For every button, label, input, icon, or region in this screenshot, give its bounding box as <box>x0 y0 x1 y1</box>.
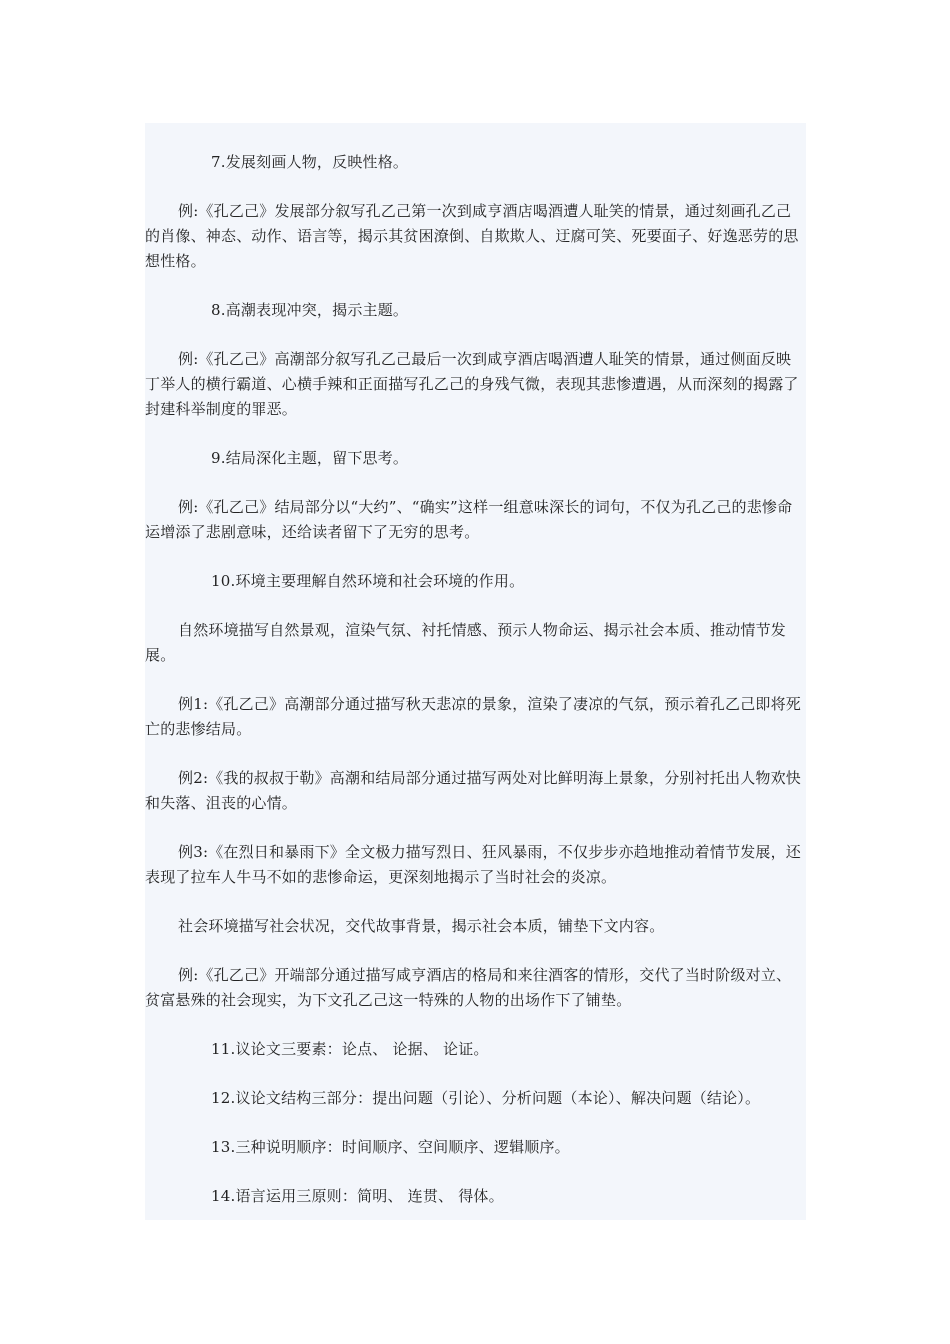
item-text: 议论文三要素：论点、 论据、 论证。 <box>235 1040 489 1058</box>
list-item-9 <box>145 446 806 471</box>
item-number: 9. <box>211 449 226 467</box>
item-number: 7. <box>211 153 226 171</box>
list-item-11 <box>145 1037 806 1062</box>
document-content <box>145 123 806 1220</box>
item-number: 14. <box>211 1187 236 1205</box>
item-number: 13. <box>211 1138 236 1156</box>
item-text: 结局深化主题，留下思考。 <box>225 449 409 467</box>
paragraph: 例3:《在烈日和暴雨下》全文极力描写烈日、狂风暴雨，不仅步步亦趋地推动着情节发展，还表现了拉车人牛马不如的悲惨命运，更深刻地揭示了当时社会的炎凉。 <box>145 843 802 886</box>
list-item-13 <box>145 1135 806 1160</box>
paragraph: 自然环境描写自然景观，渲染气氛、衬托情感、预示人物命运、揭示社会本质、推动情节发展。 <box>145 621 787 664</box>
item-text: 三种说明顺序：时间顺序、空间顺序、逻辑顺序。 <box>235 1138 570 1156</box>
list-item-10 <box>145 569 806 594</box>
list-item-7 <box>145 150 806 175</box>
paragraph: 社会环境描写社会状况，交代故事背景，揭示社会本质，铺垫下文内容。 <box>178 917 665 935</box>
item-text: 议论文结构三部分：提出问题（引论）、分析问题（本论）、解决问题（结论）。 <box>235 1089 761 1107</box>
item-text: 发展刻画人物，反映性格。 <box>225 153 409 171</box>
list-item-14 <box>145 1184 806 1209</box>
item-text: 语言运用三原则：简明、 连贯、 得体。 <box>235 1187 504 1205</box>
paragraph: 例:《孔乙己》高潮部分叙写孔乙己最后一次到咸亨酒店喝酒遭人耻笑的情景，通过侧面反映丁举人的横行霸道、心横手辣和正面描写孔乙己的身残气微，表现其悲惨遭遇，从而深刻的揭露了封建科举制度的罪恶。 <box>145 350 799 418</box>
list-item-8 <box>145 298 806 323</box>
item-number: 11. <box>211 1040 236 1058</box>
item-number: 10. <box>211 572 236 590</box>
paragraph: 例:《孔乙己》开端部分通过描写咸亨酒店的格局和来往酒客的情形，交代了当时阶级对立、贫富悬殊的社会现实，为下文孔乙己这一特殊的人物的出场作下了铺垫。 <box>145 966 792 1009</box>
item-text: 环境主要理解自然环境和社会环境的作用。 <box>235 572 525 590</box>
list-item-12 <box>145 1086 806 1111</box>
item-text: 高潮表现冲突，揭示主题。 <box>225 301 409 319</box>
item-number: 8. <box>211 301 226 319</box>
paragraph: 例1:《孔乙己》高潮部分通过描写秋天悲凉的景象，渲染了凄凉的气氛，预示着孔乙己即将死亡的悲惨结局。 <box>145 695 802 738</box>
paragraph: 例:《孔乙己》结局部分以“大约”、“确实”这样一组意味深长的词句，不仅为孔乙己的悲惨命运增添了悲剧意味，还给读者留下了无穷的思考。 <box>145 498 793 541</box>
item-number: 12. <box>211 1089 236 1107</box>
paragraph: 例:《孔乙己》发展部分叙写孔乙己第一次到咸亨酒店喝酒遭人耻笑的情景，通过刻画孔乙己的肖像、神态、动作、语言等，揭示其贫困潦倒、自欺欺人、迂腐可笑、死要面子、好逸恶劳的思想性格。 <box>145 202 799 270</box>
paragraph: 例2:《我的叔叔于勒》高潮和结局部分通过描写两处对比鲜明海上景象，分别衬托出人物欢快和失落、沮丧的心情。 <box>145 769 802 812</box>
